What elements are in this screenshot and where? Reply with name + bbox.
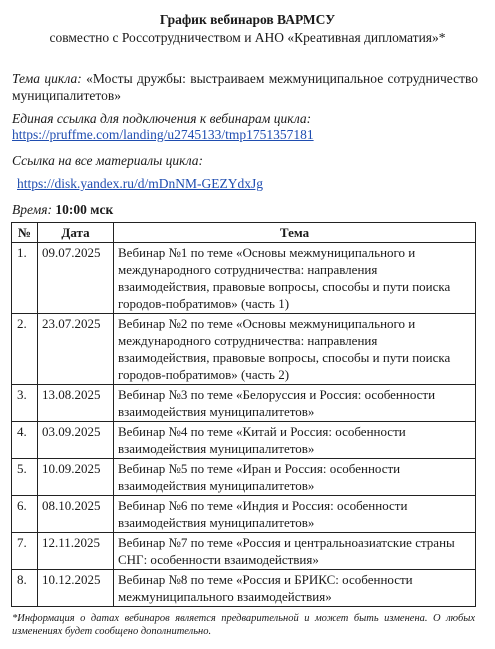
materials-link[interactable]: https://disk.yandex.ru/d/mDnNM-GEZYdxJg xyxy=(17,176,263,191)
row-date: 13.08.2025 xyxy=(38,385,114,422)
footnote: *Информация о датах вебинаров является предварительной и может быть изменена. О любых изменениях будет сообщено дополнительно. xyxy=(12,613,475,637)
row-num: 3. xyxy=(12,385,38,422)
row-date: 10.12.2025 xyxy=(38,570,114,607)
table-row xyxy=(12,459,476,496)
table-row xyxy=(12,570,476,607)
row-date: 09.07.2025 xyxy=(38,243,114,314)
row-date: 12.11.2025 xyxy=(38,533,114,570)
row-num: 1. xyxy=(12,243,38,314)
table-row xyxy=(12,243,476,314)
row-date: 23.07.2025 xyxy=(38,314,114,385)
row-topic: Вебинар №5 по теме «Иран и Россия: особенности взаимодействия муниципалитетов» xyxy=(114,459,476,496)
row-date: 10.09.2025 xyxy=(38,459,114,496)
row-num: 6. xyxy=(12,496,38,533)
row-topic: Вебинар №1 по теме «Основы межмуниципального и международного сотрудничества: направления взаимодействия, правовые вопросы, способы и пути поиска городов-побратимов» (часть 1) xyxy=(114,243,476,314)
row-date: 03.09.2025 xyxy=(38,422,114,459)
row-topic: Вебинар №8 по теме «Россия и БРИКС: особенности межмуниципального взаимодействия» xyxy=(114,570,476,607)
row-num: 7. xyxy=(12,533,38,570)
registration-link[interactable]: https://pruffme.com/landing/u2745133/tmp1751357181 xyxy=(12,127,314,142)
header-num: № xyxy=(12,223,38,243)
row-num: 2. xyxy=(12,314,38,385)
webinar-schedule-table xyxy=(11,222,476,607)
table-row xyxy=(12,533,476,570)
theme-value: «Мосты дружбы: выстраиваем межмуниципальное сотрудничество муниципалитетов» xyxy=(12,71,479,103)
time-label: Время: xyxy=(12,202,53,217)
table-row xyxy=(12,314,476,385)
document-subtitle: совместно с Россотрудничеством и АНО «Креативная дипломатия»* xyxy=(49,30,446,45)
cycle-theme xyxy=(12,70,478,104)
table-row xyxy=(12,385,476,422)
row-topic: Вебинар №3 по теме «Белоруссия и Россия: особенности взаимодействия муниципалитетов» xyxy=(114,385,476,422)
row-num: 4. xyxy=(12,422,38,459)
header-date: Дата xyxy=(38,223,114,243)
row-topic: Вебинар №4 по теме «Китай и Россия: особенности взаимодействия муниципалитетов» xyxy=(114,422,476,459)
header-topic: Тема xyxy=(114,223,476,243)
row-topic: Вебинар №6 по теме «Индия и Россия: особенности взаимодействия муниципалитетов» xyxy=(114,496,476,533)
registration-label: Единая ссылка для подключения к вебинарам цикла: xyxy=(12,111,312,126)
webinar-time xyxy=(12,201,478,218)
table-row xyxy=(12,422,476,459)
row-date: 08.10.2025 xyxy=(38,496,114,533)
row-num: 8. xyxy=(12,570,38,607)
document-title: График вебинаров ВАРМСУ xyxy=(159,12,336,27)
table-row xyxy=(12,496,476,533)
theme-label: Тема цикла: xyxy=(12,71,82,86)
table-header-row xyxy=(12,223,476,243)
time-value: 10:00 мск xyxy=(55,202,114,217)
materials-label: Ссылка на все материалы цикла: xyxy=(12,153,204,168)
row-topic: Вебинар №7 по теме «Россия и центральноазиатские страны СНГ: особенности взаимодействия» xyxy=(114,533,476,570)
row-topic: Вебинар №2 по теме «Основы межмуниципального и международного сотрудничества: направления взаимодействия, правовые вопросы, способы и пути поиска городов-побратимов» (часть 2) xyxy=(114,314,476,385)
row-num: 5. xyxy=(12,459,38,496)
